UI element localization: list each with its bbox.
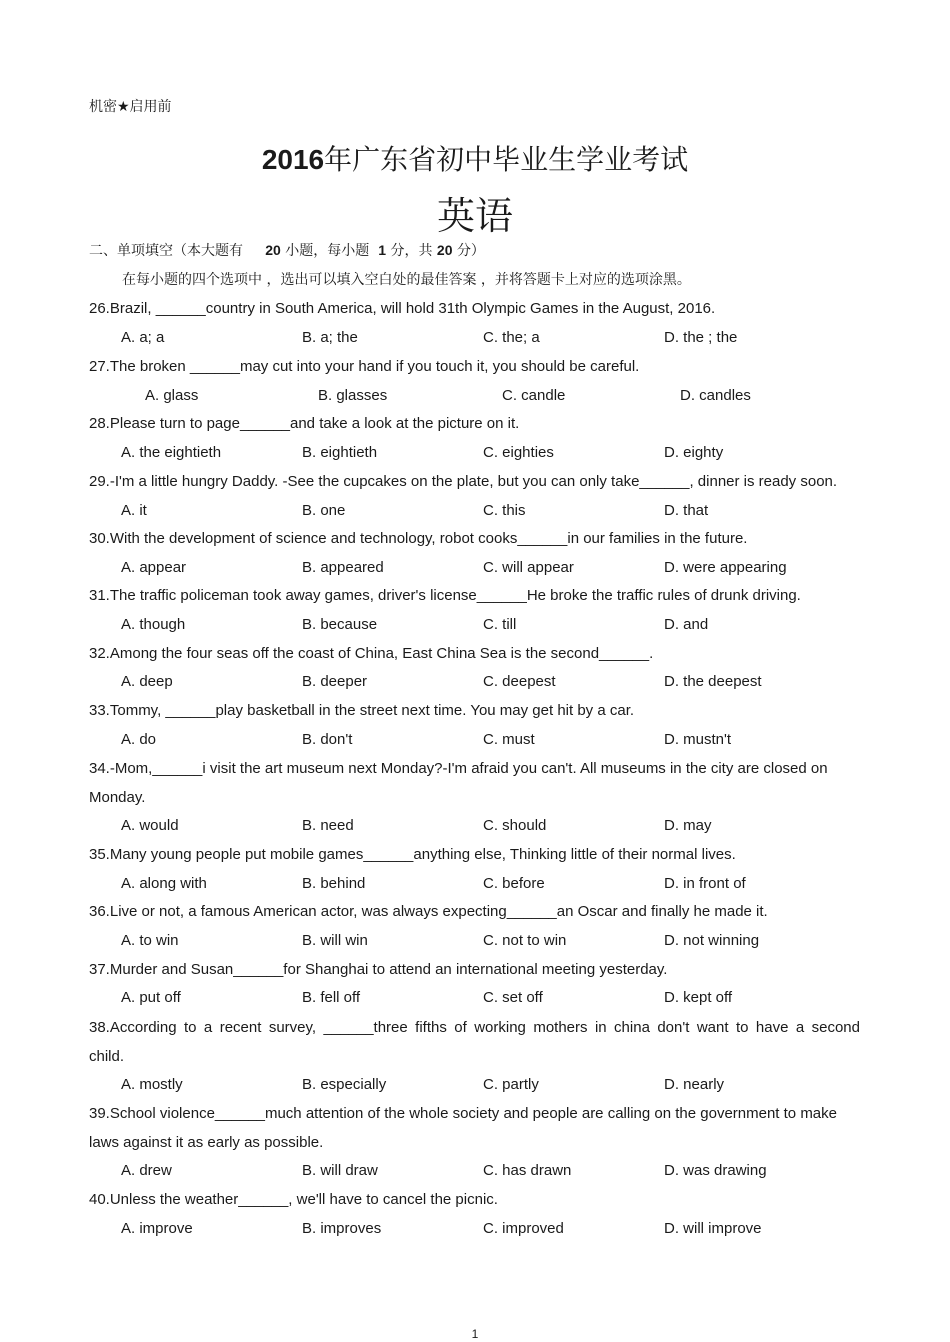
option-d: D. candles: [680, 387, 751, 404]
section-heading-text: 分）: [456, 243, 485, 259]
option-d: D. mustn't: [664, 731, 732, 748]
option-c: C. candle: [502, 387, 566, 404]
option-d: D. kept off: [664, 989, 733, 1006]
option-c: C. partly: [483, 1076, 539, 1093]
option-c: C. before: [483, 875, 545, 892]
option-b: B. don't: [302, 731, 353, 748]
question-text: 27.The broken ______may cut into your hand if you touch it, you should be careful.: [89, 358, 640, 375]
subject-title: 英语: [436, 194, 513, 238]
option-b: B. eightieth: [302, 444, 378, 461]
page-number: 1: [471, 1327, 479, 1341]
option-a: A. though: [121, 616, 186, 633]
option-d: D. the ; the: [664, 329, 738, 346]
option-d: D. that: [664, 502, 709, 519]
option-b: B. a; the: [302, 329, 358, 346]
question-text: 30.With the development of science and technology, robot cooks______in our families in the future.: [89, 530, 748, 547]
option-c: C. the; a: [483, 329, 540, 346]
question-text: 32.Among the four seas off the coast of China, East China Sea is the second______.: [89, 645, 654, 662]
option-d: D. may: [664, 817, 712, 834]
question-text: 34.-Mom,______i visit the art museum next Monday?-I'm afraid you can't. All museums in the city are closed on Monday.: [89, 760, 828, 806]
option-b: B. improves: [302, 1220, 382, 1237]
question-text: 38.According to a recent survey, ______three fifths of working mothers in china don't want to have a second child.: [89, 1019, 860, 1065]
option-a: A. appear: [121, 559, 187, 576]
option-d: D. the deepest: [664, 673, 762, 690]
option-a: A. it: [121, 502, 147, 519]
option-b: B. glasses: [318, 387, 388, 404]
exam-year: 2016: [261, 144, 325, 175]
section-points: 1: [378, 242, 386, 258]
question-text: 28.Please turn to page______and take a look at the picture on it.: [89, 415, 520, 432]
option-c: C. eighties: [483, 444, 554, 461]
option-a: A. deep: [121, 673, 173, 690]
option-c: C. should: [483, 817, 547, 834]
option-d: D. was drawing: [664, 1162, 767, 1179]
exam-title: [0, 138, 950, 178]
option-d: D. will improve: [664, 1220, 762, 1237]
option-a: A. along with: [121, 875, 207, 892]
option-b: B. will draw: [302, 1162, 378, 1179]
section-heading-text: 二、单项填空（本大题有: [89, 243, 243, 259]
question-text: 35.Many young people put mobile games______anything else, Thinking little of their normal lives.: [89, 846, 736, 863]
option-c: C. has drawn: [483, 1162, 572, 1179]
option-a: A. would: [121, 817, 179, 834]
section-heading-text: 分，共: [390, 243, 433, 259]
option-c: C. set off: [483, 989, 543, 1006]
option-d: D. nearly: [664, 1076, 725, 1093]
option-b: B. need: [302, 817, 354, 834]
option-d: D. not winning: [664, 932, 760, 949]
option-c: C. will appear: [483, 559, 574, 576]
question-text: 31.The traffic policeman took away games, driver's license______He broke the traffic rules of drunk driving.: [89, 587, 801, 604]
question-text: 26.Brazil, ______country in South America, will hold 31th Olympic Games in the August, 2016.: [89, 300, 716, 317]
option-c: C. deepest: [483, 673, 556, 690]
option-d: D. and: [664, 616, 709, 633]
option-c: C. must: [483, 731, 535, 748]
option-c: C. not to win: [483, 932, 567, 949]
option-a: A. the eightieth: [121, 444, 222, 461]
confidential-label: 机密★启用前: [89, 99, 172, 115]
option-d: D. in front of: [664, 875, 746, 892]
option-a: A. do: [121, 731, 157, 748]
option-a: A. put off: [121, 989, 181, 1006]
option-c: C. till: [483, 616, 517, 633]
option-b: B. one: [302, 502, 346, 519]
option-b: B. especially: [302, 1076, 387, 1093]
section-question-count: 20: [265, 242, 281, 258]
option-d: D. eighty: [664, 444, 724, 461]
section-instruction: 在每小题的四个选项中 ，选出可以填入空白处的最佳答案 ，并将答题卡上对应的选项涂黑。: [122, 272, 691, 288]
question-text: 39.School violence______much attention of the whole society and people are calling on the government to make laws against it as early as possible.: [89, 1105, 837, 1151]
option-c: C. improved: [483, 1220, 564, 1237]
option-b: B. fell off: [302, 989, 361, 1006]
option-c: C. this: [483, 502, 526, 519]
option-a: A. a; a: [121, 329, 165, 346]
option-d: D. were appearing: [664, 559, 787, 576]
option-a: A. glass: [145, 387, 199, 404]
option-b: B. appeared: [302, 559, 384, 576]
section-heading-text: 小题，每小题: [285, 243, 370, 259]
question-text: 36.Live or not, a famous American actor, was always expecting______an Oscar and finally he made it.: [89, 903, 768, 920]
question-text: 29.-I'm a little hungry Daddy. -See the cupcakes on the plate, but you can only take______, dinner is ready soon.: [89, 473, 838, 490]
section-total: 20: [436, 242, 453, 258]
section-heading: [89, 240, 485, 260]
option-b: B. because: [302, 616, 378, 633]
option-b: B. behind: [302, 875, 366, 892]
option-a: A. drew: [121, 1162, 172, 1179]
question-text: 40.Unless the weather______, we'll have to cancel the picnic.: [89, 1191, 498, 1208]
option-b: B. deeper: [302, 673, 368, 690]
option-a: A. to win: [121, 932, 179, 949]
option-a: A. mostly: [121, 1076, 183, 1093]
option-a: A. improve: [121, 1220, 193, 1237]
option-b: B. will win: [302, 932, 368, 949]
question-text: 33.Tommy, ______play basketball in the street next time. You may get hit by a car.: [89, 702, 635, 719]
question-text: 37.Murder and Susan______for Shanghai to attend an international meeting yesterday.: [89, 961, 668, 978]
exam-title-text: 年广东省初中毕业生学业考试: [324, 143, 689, 176]
